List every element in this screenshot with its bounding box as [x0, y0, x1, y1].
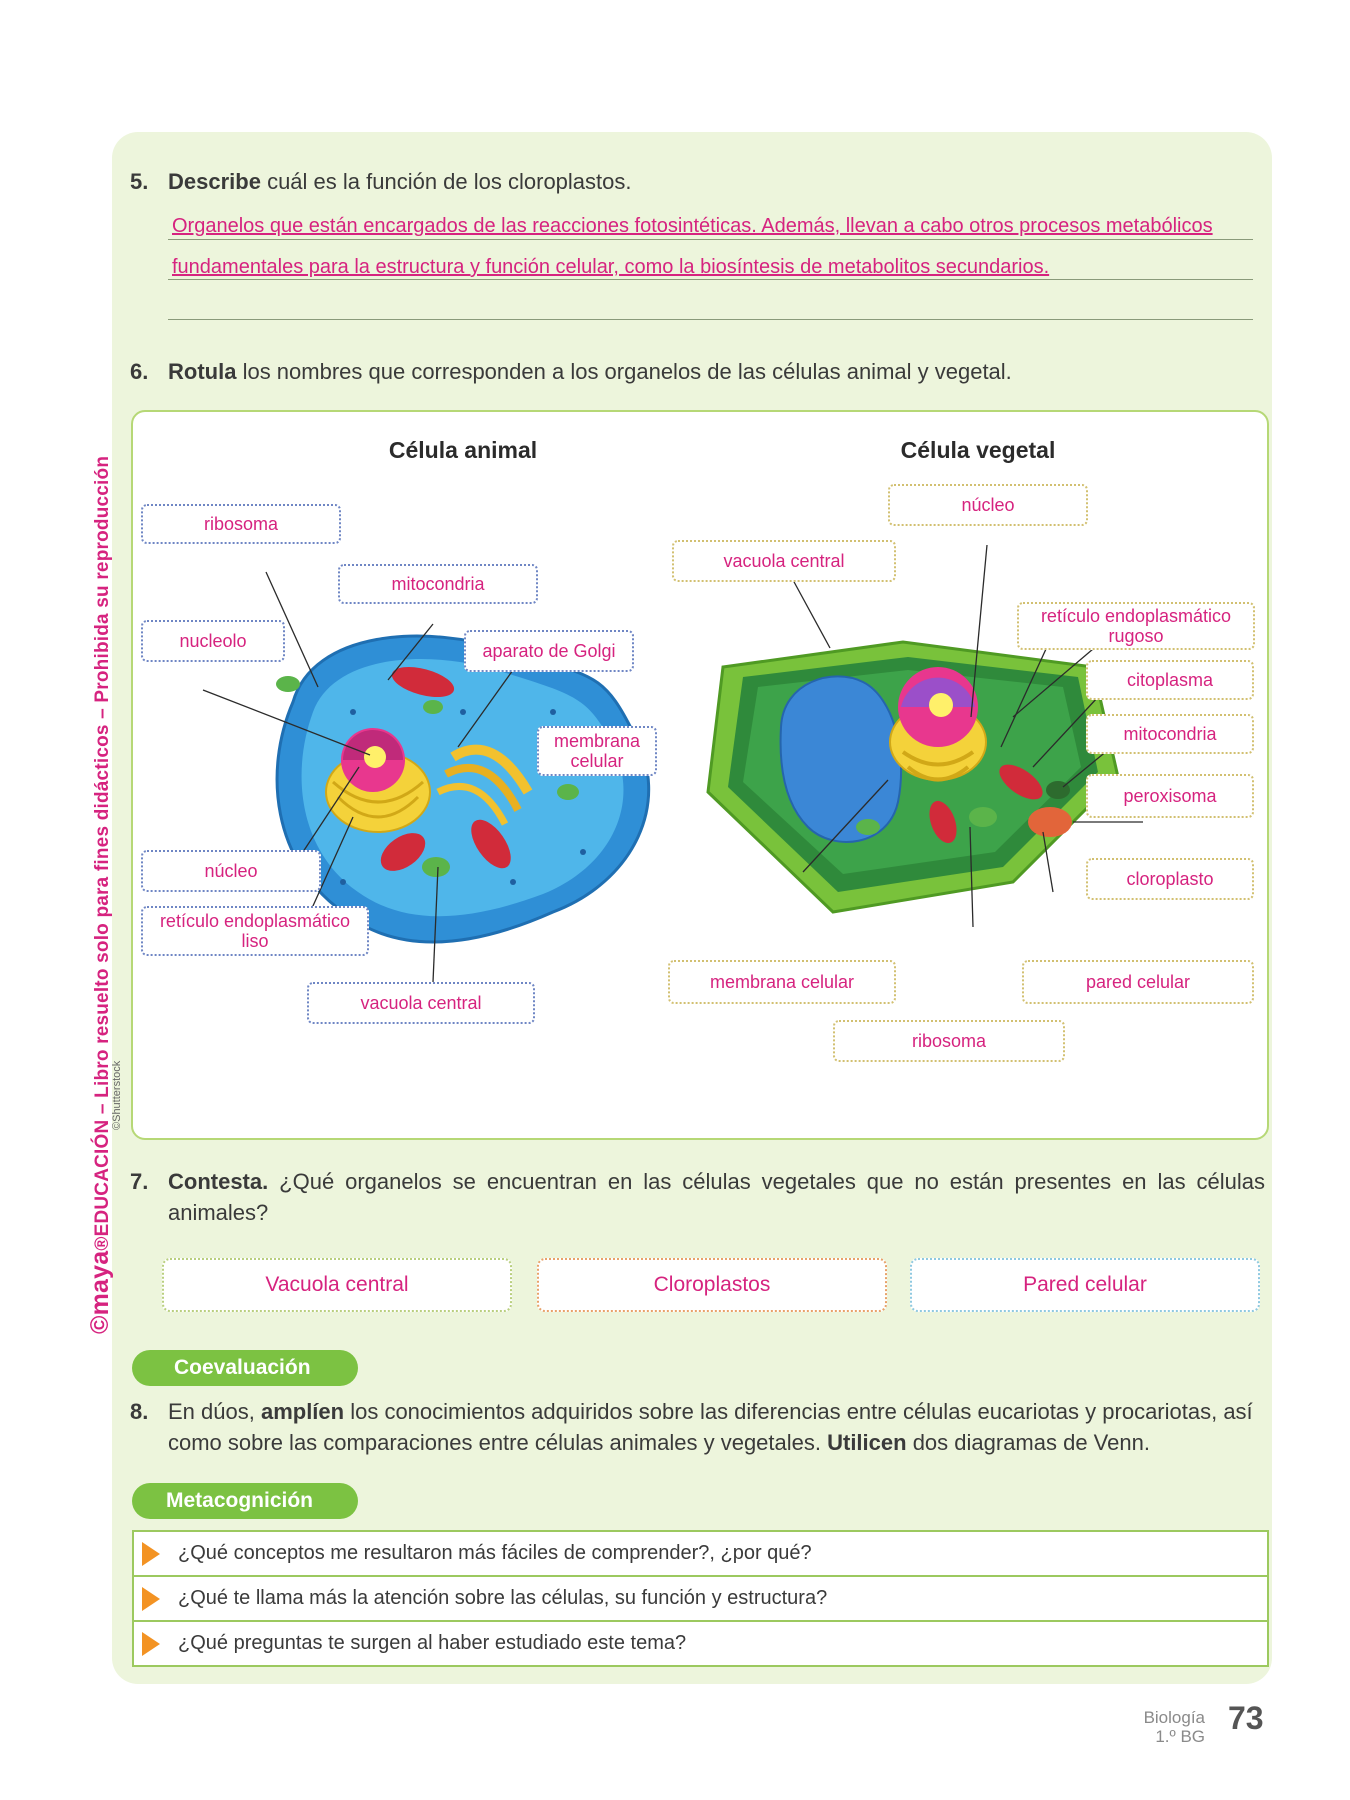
play-arrow-icon — [142, 1542, 160, 1566]
image-credit: ©Shutterstock — [111, 1060, 123, 1130]
cell-diagram-frame — [131, 410, 1269, 1140]
sidebar-text: ®EDUCACIÓN – Libro resuelto solo para fines didácticos – Prohibida su reproducción — [92, 455, 113, 1251]
footer-subject — [1144, 1708, 1205, 1746]
plant-label-vacuola[interactable]: vacuola central — [672, 540, 896, 582]
plant-label-reticulo[interactable]: retículo endoplasmático rugoso — [1017, 602, 1255, 650]
animal-label-vacuola[interactable]: vacuola central — [307, 982, 535, 1024]
answer-rule — [168, 319, 1253, 320]
answer-box-2[interactable]: Cloroplastos — [537, 1258, 887, 1312]
list-item-text: ¿Qué te llama más la atención sobre las células, su función y estructura? — [178, 1587, 828, 1609]
list-item-text: ¿Qué conceptos me resultaron más fáciles de comprender?, ¿por qué? — [178, 1542, 812, 1564]
question-text: los nombres que corresponden a los organelos de las células animal y vegetal. — [236, 359, 1012, 384]
plant-label-membrana[interactable]: membrana celular — [668, 960, 896, 1004]
coevaluacion-heading: Coevaluación — [132, 1350, 358, 1386]
plant-label-citoplasma[interactable]: citoplasma — [1086, 660, 1254, 700]
animal-cell-title: Célula animal — [388, 437, 538, 463]
animal-label-nucleo[interactable]: núcleo — [141, 850, 321, 892]
question-verb: Utilicen — [827, 1430, 907, 1455]
plant-label-nucleo[interactable]: núcleo — [888, 484, 1088, 526]
plant-label-ribosoma[interactable]: ribosoma — [833, 1020, 1065, 1062]
plant-label-mitocondria[interactable]: mitocondria — [1086, 714, 1254, 754]
answer-line-1: Organelos que están encargados de las reacciones fotosintéticas. Además, llevan a cabo otros procesos metabólicos — [172, 215, 1213, 237]
animal-label-nucleolo[interactable]: nucleolo — [141, 620, 285, 662]
sidebar-copyright — [86, 456, 115, 1334]
plant-label-pared[interactable]: pared celular — [1022, 960, 1254, 1004]
list-item-text: ¿Qué preguntas te surgen al haber estudiado este tema? — [178, 1632, 687, 1654]
question-number: 8. — [130, 1399, 149, 1424]
animal-label-golgi[interactable]: aparato de Golgi — [464, 630, 634, 672]
page-number: 73 — [1228, 1700, 1264, 1736]
list-item — [134, 1577, 1267, 1622]
question-verb: Contesta. — [168, 1169, 269, 1194]
answer-rule — [168, 279, 1253, 280]
animal-label-membrana[interactable]: membrana celular — [537, 726, 657, 776]
question-text: En dúos, — [168, 1399, 261, 1424]
play-arrow-icon — [142, 1632, 160, 1656]
metacognicion-heading: Metacognición — [132, 1483, 358, 1519]
question-verb: amplíen — [260, 1399, 345, 1424]
brand-logo: ©maya — [86, 1250, 114, 1334]
grade-level: 1.º BG — [1155, 1727, 1205, 1746]
play-arrow-icon — [142, 1587, 160, 1611]
question-text: ¿Qué organelos se encuentran en las células vegetales que no están presentes en las células animales? — [168, 1169, 1265, 1225]
plant-cell-title: Célula vegetal — [900, 437, 1056, 463]
question-7 — [130, 1166, 1265, 1230]
plant-label-cloroplasto[interactable]: cloroplasto — [1086, 858, 1254, 900]
animal-label-reticulo[interactable]: retículo endoplasmático liso — [141, 906, 369, 956]
question-number: 7. — [130, 1169, 149, 1194]
subject-name: Biología — [1143, 1708, 1205, 1727]
animal-label-ribosoma[interactable]: ribosoma — [141, 504, 341, 544]
animal-label-mitocondria[interactable]: mitocondria — [338, 564, 538, 604]
question-verb: Rotula — [168, 359, 237, 384]
answer-box-3[interactable]: Pared celular — [910, 1258, 1260, 1312]
question-number: 5. — [130, 169, 149, 194]
question-text: los conocimientos adquiridos sobre las diferencias entre células eucariotas y procariotas, así como sobre las comparaciones entre células animales y vegetales. — [168, 1399, 1253, 1455]
list-item — [134, 1532, 1267, 1577]
question-8 — [130, 1396, 1265, 1460]
plant-label-peroxisoma[interactable]: peroxisoma — [1086, 774, 1254, 818]
question-text: dos diagramas de Venn. — [906, 1430, 1150, 1455]
question-verb: Describe — [168, 169, 261, 194]
metacognicion-list — [132, 1530, 1269, 1667]
question-number: 6. — [130, 359, 149, 384]
list-item — [134, 1622, 1267, 1665]
question-text: cuál es la función de los cloroplastos. — [260, 169, 632, 194]
answer-box-1[interactable]: Vacuola central — [162, 1258, 512, 1312]
answer-rule — [168, 239, 1253, 240]
answer-line-2: fundamentales para la estructura y función celular, como la biosíntesis de metabolitos secundarios. — [172, 256, 1050, 278]
